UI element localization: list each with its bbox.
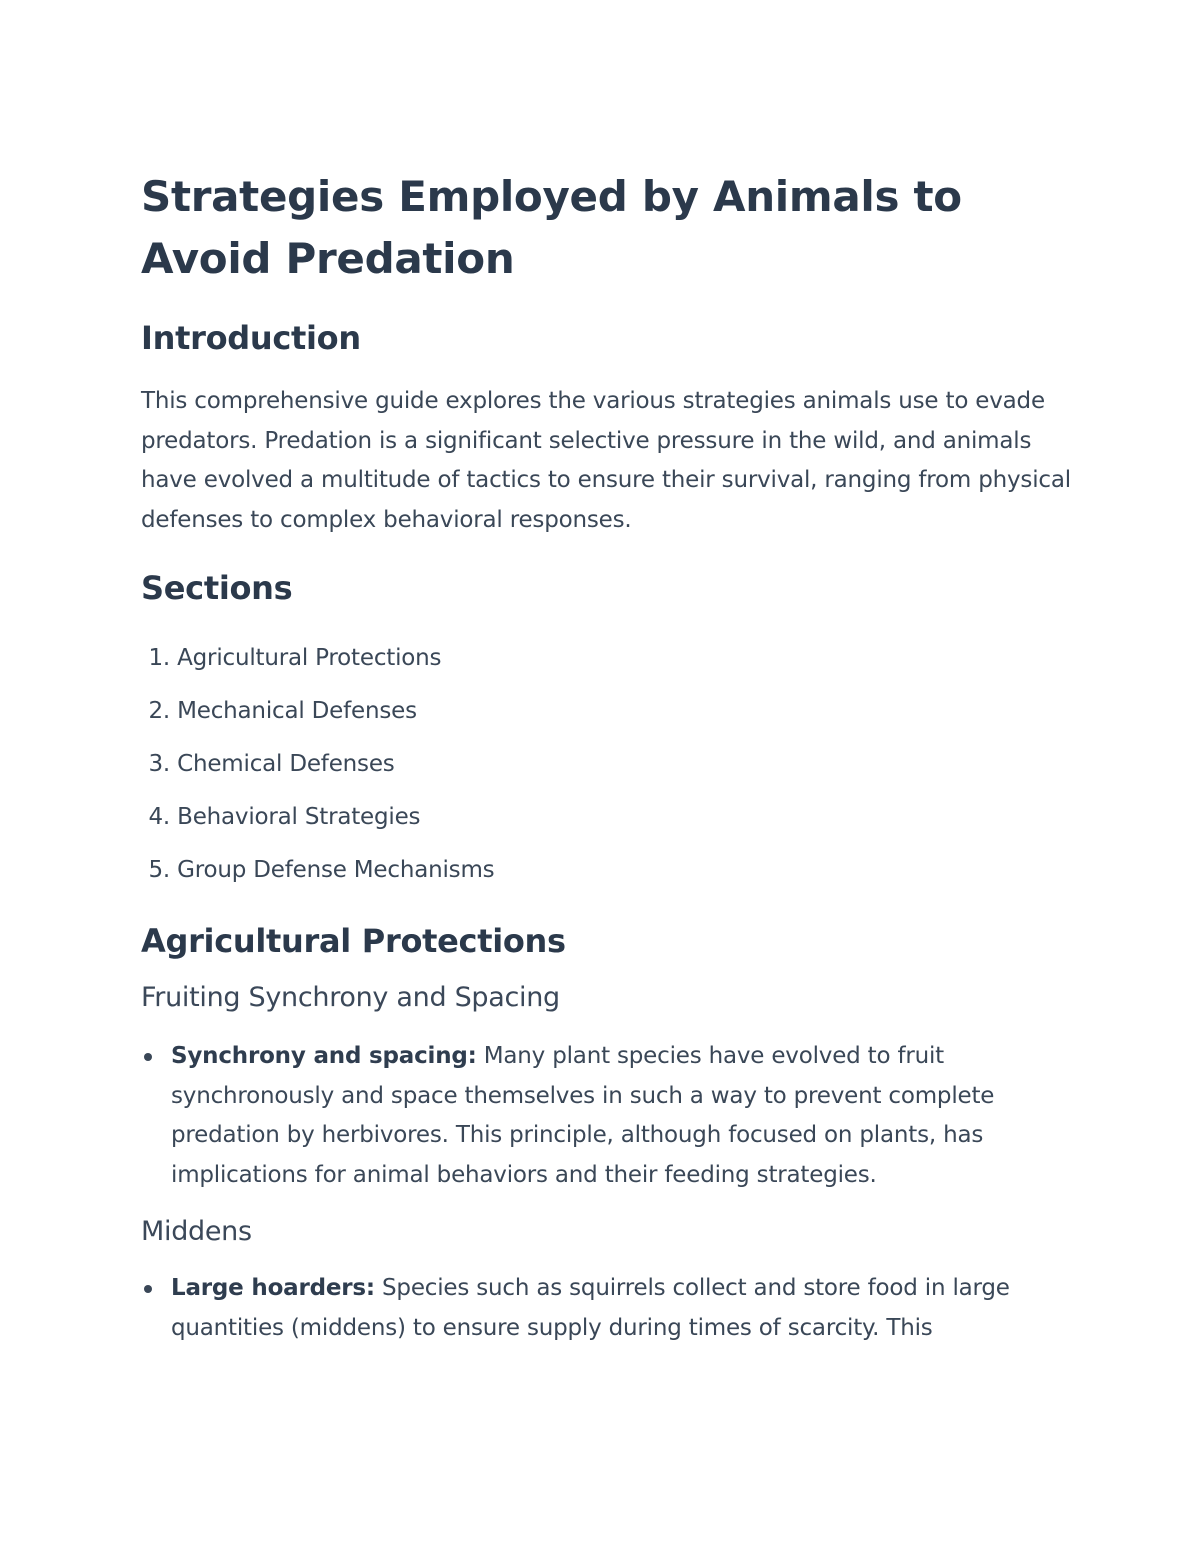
bullet-icon xyxy=(144,1053,152,1061)
bullet-icon xyxy=(144,1285,152,1293)
list-item-label: Behavioral Strategies xyxy=(177,804,421,830)
middens-heading: Middens xyxy=(141,1216,252,1247)
list-item-number: 5. xyxy=(148,857,170,883)
middens-list xyxy=(141,1269,1071,1348)
sections-heading: Sections xyxy=(141,569,293,607)
bullet-text: Species such as squirrels collect and store food in large quantities (middens) to ensure supply during times of scarcity. This xyxy=(171,1275,1010,1341)
bullet-term: Large hoarders: xyxy=(171,1275,375,1301)
document-title: Strategies Employed by Animals to Avoid Predation xyxy=(141,172,962,283)
bullet-text: Many plant species have evolved to fruit synchronously and space themselves in such a way to prevent complete predation by herbivores. This principle, although focused on plants, has implications for animal behaviors and their feeding strategies. xyxy=(171,1043,995,1188)
list-item xyxy=(141,685,1071,738)
list-item-label: Chemical Defenses xyxy=(177,751,395,777)
list-item xyxy=(141,791,1071,844)
bullet-term: Synchrony and spacing: xyxy=(171,1043,477,1069)
list-item-number: 1. xyxy=(148,645,170,671)
list-item-number: 2. xyxy=(148,698,170,724)
introduction-heading: Introduction xyxy=(141,319,361,357)
list-item-number: 3. xyxy=(148,751,170,777)
list-item xyxy=(141,1037,1071,1195)
list-item-number: 4. xyxy=(148,804,170,830)
introduction-paragraph: This comprehensive guide explores the various strategies animals use to evade predators. Predation is a significant selective pressure in the wild, and animals have evolved a multitude of tactics to ensure their survival, ranging from physical defenses to complex behavioral responses. xyxy=(141,388,1071,533)
list-item xyxy=(141,844,1071,897)
fruiting-synchrony-list xyxy=(141,1037,1071,1195)
agricultural-protections-heading: Agricultural Protections xyxy=(141,922,566,960)
list-item xyxy=(141,738,1071,791)
list-item xyxy=(141,632,1071,685)
list-item-label: Mechanical Defenses xyxy=(177,698,417,724)
sections-list xyxy=(141,632,1071,897)
document-page xyxy=(141,166,1071,1348)
list-item xyxy=(141,1269,1071,1348)
list-item-label: Group Defense Mechanisms xyxy=(177,857,495,883)
list-item-label: Agricultural Protections xyxy=(177,645,442,671)
fruiting-synchrony-heading: Fruiting Synchrony and Spacing xyxy=(141,982,560,1013)
